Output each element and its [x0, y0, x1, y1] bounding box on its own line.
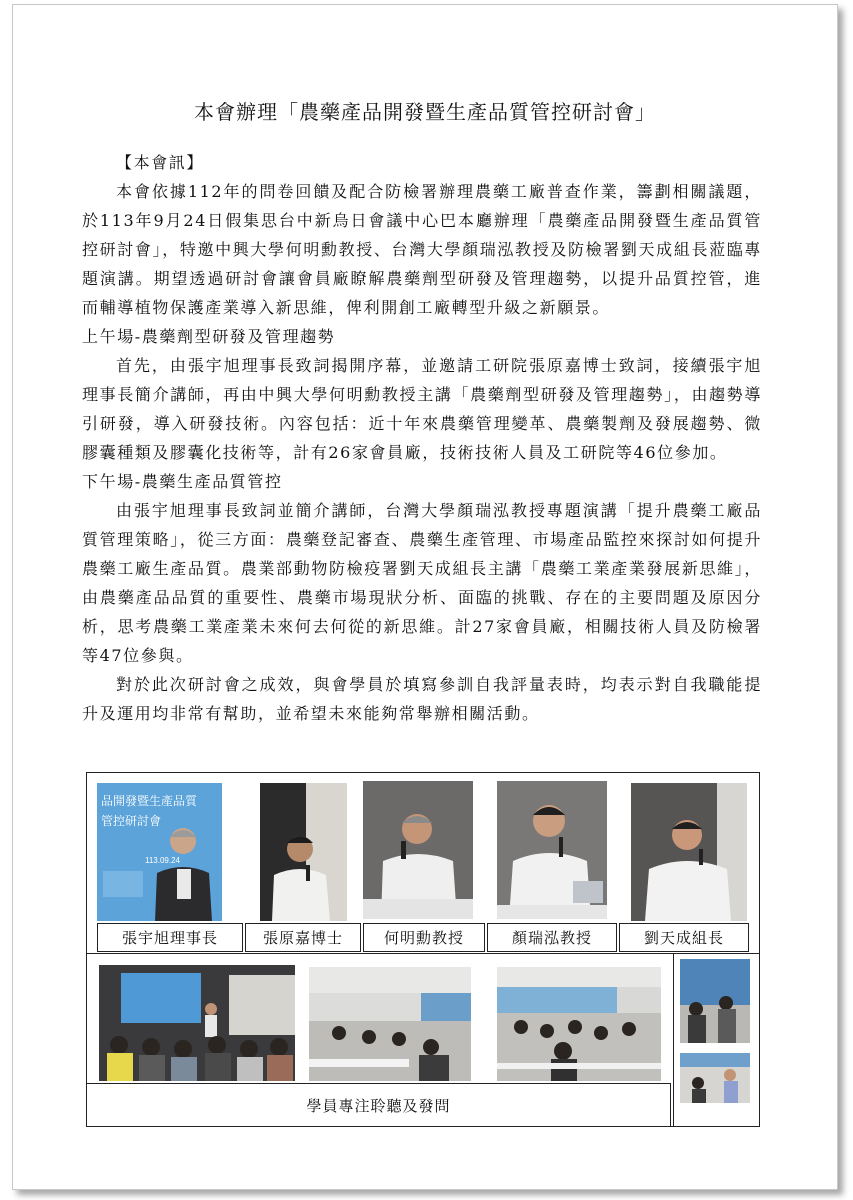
caption-dr-chang: 張原嘉博士	[245, 923, 361, 952]
caption-prof-yen: 顏瑞泓教授	[487, 923, 617, 952]
photo-audience-3	[497, 967, 661, 1081]
photo-prof-ho	[363, 781, 473, 919]
photo-director-liu	[631, 783, 747, 921]
caption-chairman: 張宇旭理事長	[97, 923, 243, 952]
document-title: 本會辦理「農藥產品開發暨生產品質管控研討會」	[194, 100, 656, 124]
afternoon-heading: 下午場-農藥生產品質管控	[82, 472, 283, 491]
photo-audience-2	[309, 967, 471, 1081]
afternoon-paragraph: 由張宇旭理事長致詞並簡介講師，台灣大學顏瑞泓教授專題演講「提升農藥工廠品質管理策略」，從三方面：農藥登記審查、農藥生產管理、市場產品監控來探討如何提升農藥工廠生產品質。農業部動物防檢疫署劉天成組長主講「農藥工業產業發展新思維」，由農藥產品品質的重要性、農藥市場現狀分析、面臨的挑戰、存在的主要問題及原因分析，思考農藥工業產業未來何去何從的新思維。計27家會員廠，相關技術人員及防檢署等47位參與。	[82, 501, 762, 665]
morning-heading: 上午場-農藥劑型研發及管理趨勢	[82, 327, 336, 346]
caption-director-liu: 劉天成組長	[619, 923, 749, 952]
section-tag: 【本會訊】	[116, 153, 205, 172]
photo-chairman	[97, 783, 222, 921]
photo-audience-5	[680, 1053, 750, 1103]
slide-line2: 管控研討會	[101, 814, 162, 828]
caption-prof-ho: 何明勳教授	[363, 923, 485, 952]
grid-divider	[673, 953, 674, 1126]
photo-audience-1	[99, 965, 295, 1081]
closing-paragraph: 對於此次研討會之成效，與會學員於填寫參訓自我評量表時，均表示對自我職能提升及運用均非常有幫助，並希望未來能夠常舉辦相關活動。	[82, 675, 762, 723]
intro-paragraph: 本會依據112年的問卷回饋及配合防檢署辦理農藥工廠普查作業，籌劃相關議題，於113年9月24日假集思台中新烏日會議中心巴本廳辦理「農藥產品開發暨生產品質管控研討會」，特邀中興大學何明勳教授、台灣大學顏瑞泓教授及防檢署劉天成組長蒞臨專題演講。期望透過研討會讓會員廠瞭解農藥劑型研發及管理趨勢，以提升品質控管，進而輔導植物保護產業導入新思維，俾利開創工廠轉型升級之新願景。	[82, 182, 762, 317]
slide-date: 113.09.24	[145, 856, 180, 865]
photo-prof-yen	[497, 781, 607, 919]
morning-paragraph: 首先，由張宇旭理事長致詞揭開序幕，並邀請工研院張原嘉博士致詞，接續張宇旭理事長簡介講師，再由中興大學何明勳教授主講「農藥劑型研發及管理趨勢」，由趨勢導引研發，導入研發技術。內容包括：近十年來農藥管理變革、農藥製劑及發展趨勢、微膠囊種類及膠囊化技術等，計有26家會員廠，技術技術人員及工研院等46位參加。	[82, 356, 762, 462]
slide-line1: 品開發暨生產品質	[101, 794, 198, 808]
caption-audience: 學員專注聆聽及發問	[87, 1083, 671, 1126]
article-body	[82, 148, 762, 728]
photo-audience-4	[680, 959, 750, 1043]
photo-grid	[86, 772, 760, 1127]
grid-divider	[87, 953, 759, 954]
photo-dr-chang	[260, 783, 347, 921]
